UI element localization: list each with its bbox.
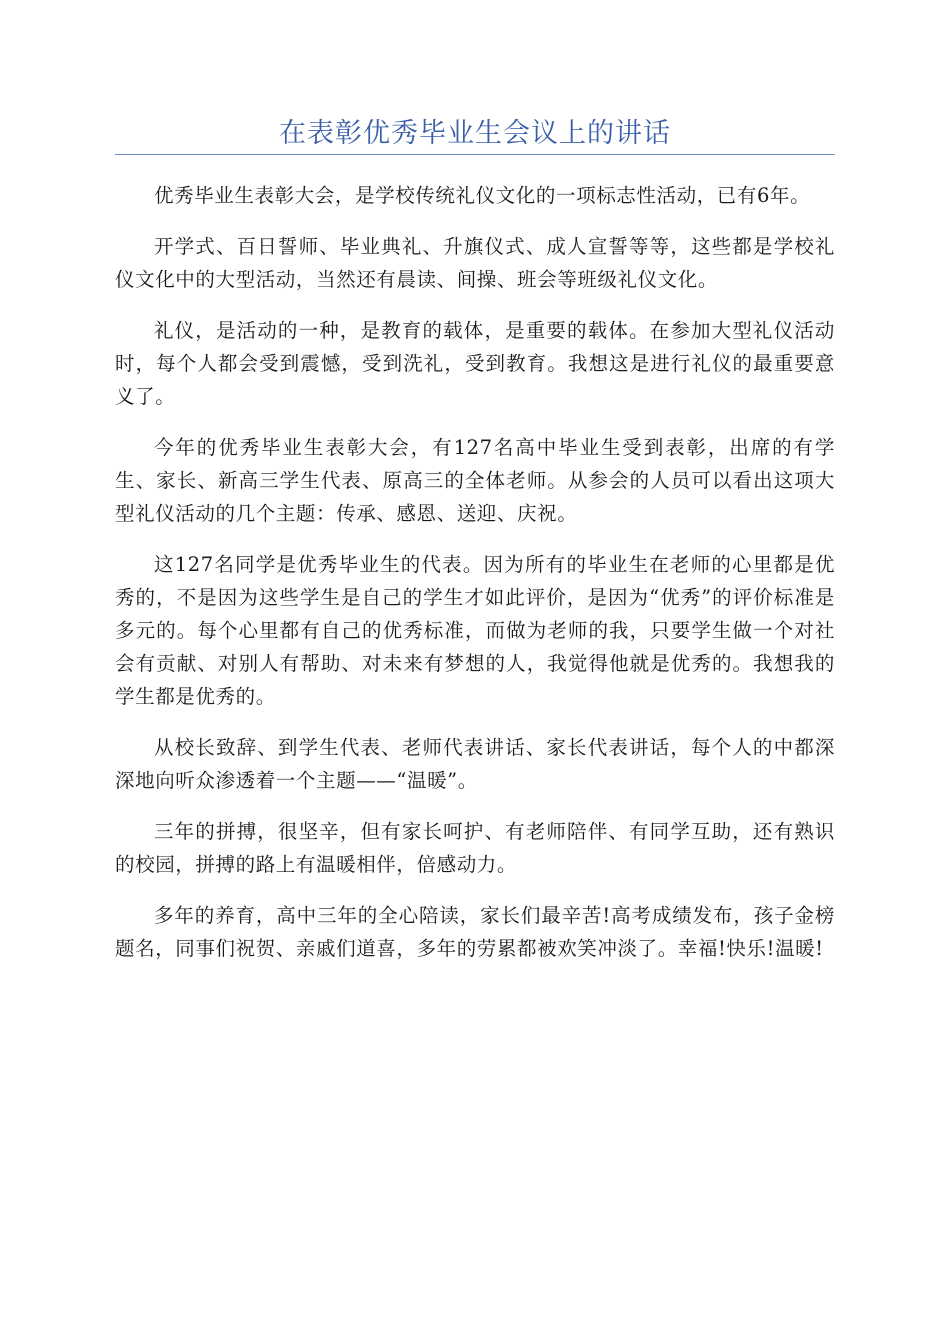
- paragraph: 优秀毕业生表彰大会，是学校传统礼仪文化的一项标志性活动，已有6年。: [154, 184, 811, 207]
- title-underline: [115, 154, 835, 155]
- paragraph: 从校长致辞、到学生代表、老师代表讲话、家长代表讲话，每个人的中都深深地向听众渗透着一个主题——“温暖”。: [115, 736, 835, 792]
- paragraph: 开学式、百日誓师、毕业典礼、升旗仪式、成人宣誓等等，这些都是学校礼仪文化中的大型活动，当然还有晨读、间操、班会等班级礼仪文化。: [115, 235, 835, 291]
- document-body: [115, 179, 835, 983]
- document-title: 在表彰优秀毕业生会议上的讲话: [279, 118, 671, 149]
- paragraph: 今年的优秀毕业生表彰大会，有127名高中毕业生受到表彰，出席的有学生、家长、新高三学生代表、原高三的全体老师。从参会的人员可以看出这项大型礼仪活动的几个主题：传承、感恩、送迎、庆祝。: [115, 436, 835, 525]
- paragraph: 礼仪，是活动的一种，是教育的载体，是重要的载体。在参加大型礼仪活动时，每个人都会受到震憾，受到洗礼，受到教育。我想这是进行礼仪的最重要意义了。: [115, 319, 835, 408]
- paragraph: 三年的拼搏，很坚辛，但有家长呵护、有老师陪伴、有同学互助，还有熟识的校园，拼搏的路上有温暖相伴，倍感动力。: [115, 820, 835, 876]
- paragraph: 多年的养育，高中三年的全心陪读，家长们最辛苦!高考成绩发布，孩子金榜题名，同事们祝贺、亲戚们道喜，多年的劳累都被欢笑冲淡了。幸福!快乐!温暖!: [115, 904, 835, 960]
- paragraph: 这127名同学是优秀毕业生的代表。因为所有的毕业生在老师的心里都是优秀的，不是因为这些学生是自己的学生才如此评价，是因为“优秀”的评价标准是多元的。每个心里都有自己的优秀标准，而做为老师的我，只要学生做一个对社会有贡献、对别人有帮助、对未来有梦想的人，我觉得他就是优秀的。我想我的学生都是优秀的。: [115, 553, 835, 708]
